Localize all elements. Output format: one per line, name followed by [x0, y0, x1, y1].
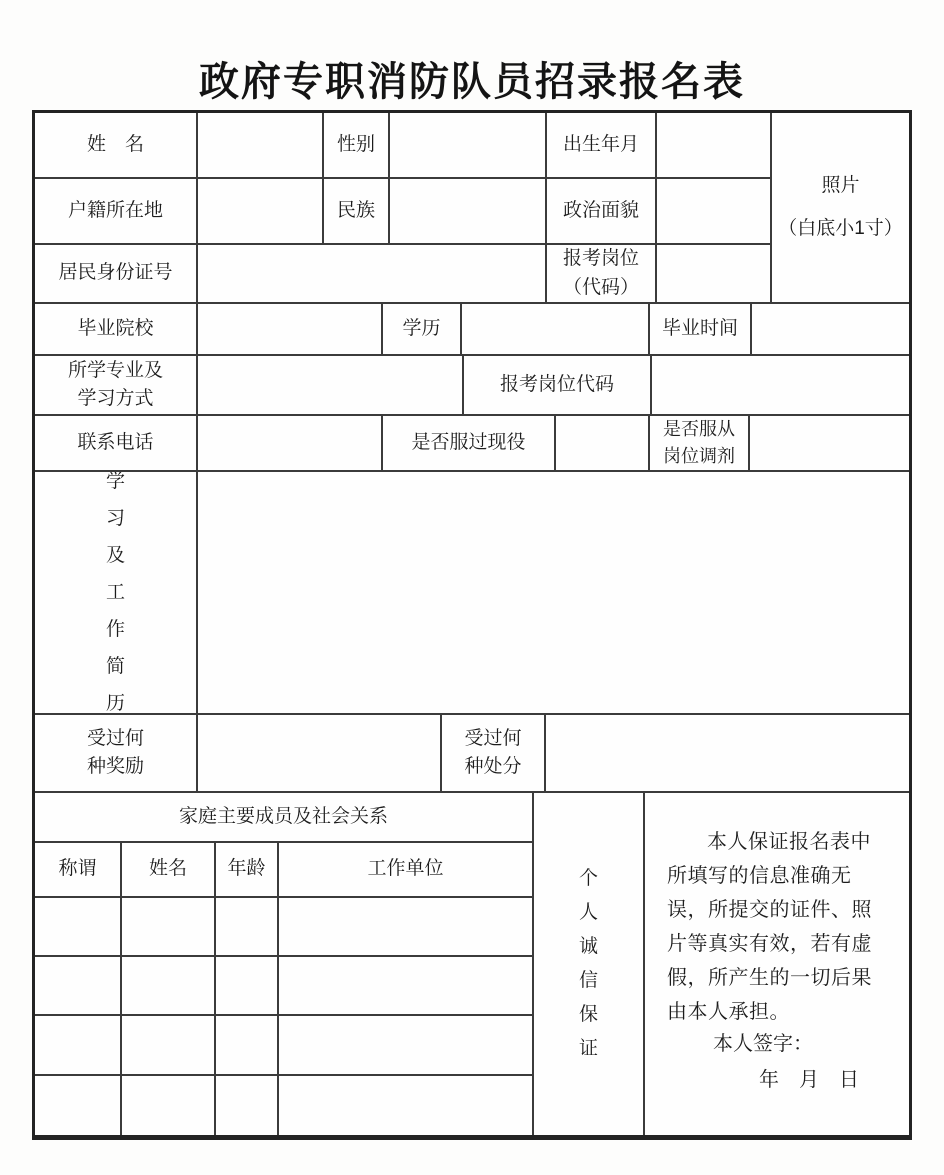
- family-cell-relation: [35, 1076, 122, 1135]
- residence-value: [198, 179, 324, 245]
- integrity-label-char: 信: [578, 970, 598, 992]
- school-label: 毕业院校: [35, 304, 198, 356]
- integrity-label-char: 人: [578, 902, 598, 924]
- family-header: 家庭主要成员及社会关系: [35, 793, 534, 843]
- application-form-table: [32, 110, 912, 1140]
- political-status-label: 政治面貌: [547, 179, 657, 245]
- family-cell-workunit: [279, 1076, 534, 1135]
- resume-label-char: 作: [105, 619, 125, 641]
- resume-section: [35, 472, 909, 715]
- family-col-age: 年龄: [216, 843, 279, 898]
- family-cell-name: [122, 957, 216, 1016]
- major-label-line1: 所学专业及: [67, 359, 163, 381]
- family-col-relation: 称谓: [35, 843, 122, 898]
- resume-label-char: 习: [105, 508, 125, 530]
- bottom-section: [35, 793, 909, 1135]
- family-cell-age: [216, 1016, 279, 1075]
- phone-value: [198, 416, 383, 472]
- photo-label-line1: 照片: [821, 175, 860, 196]
- family-col-name: 姓名: [122, 843, 216, 898]
- major-row: [35, 356, 909, 416]
- family-row: [35, 1076, 534, 1135]
- resume-label: [35, 472, 198, 715]
- signature-label: 本人签字：: [713, 1032, 813, 1055]
- family-row: [35, 957, 534, 1016]
- apply-post-value: [657, 245, 772, 304]
- residence-label: 户籍所在地: [35, 179, 198, 245]
- integrity-label-char: 个: [578, 868, 598, 890]
- family-cell-workunit: [279, 1016, 534, 1075]
- signature-block: [667, 1029, 885, 1095]
- ethnic-label: 民族: [324, 179, 390, 245]
- photo-label-line2: （白底小1寸）: [778, 217, 903, 239]
- family-cell-workunit: [279, 957, 534, 1016]
- record-row: [35, 715, 909, 793]
- name-value: [198, 113, 324, 179]
- punishment-label-line1: 受过何: [464, 727, 522, 749]
- grad-date-value: [752, 304, 909, 356]
- integrity-label: [534, 793, 645, 1135]
- ethnic-value: [390, 179, 547, 245]
- family-cell-age: [216, 898, 279, 957]
- family-cell-name: [122, 1076, 216, 1135]
- political-status-value: [657, 179, 772, 245]
- apply-post-label: [547, 245, 657, 304]
- family-section: [35, 793, 534, 1135]
- phone-label: 联系电话: [35, 416, 198, 472]
- basic-info-section: [35, 113, 909, 304]
- id-number-label: 居民身份证号: [35, 245, 198, 304]
- name-label: 姓 名: [35, 113, 198, 179]
- family-cell-relation: [35, 957, 122, 1016]
- family-cell-relation: [35, 898, 122, 957]
- punishment-label-line2: 种处分: [464, 756, 522, 778]
- award-label-line2: 种奖励: [86, 756, 144, 778]
- post-adjust-label: [650, 416, 750, 472]
- id-number-value: [198, 245, 547, 304]
- award-value: [198, 715, 442, 793]
- award-label: [35, 715, 198, 793]
- post-adjust-label-line2: 岗位调剂: [663, 446, 735, 467]
- grad-date-label: 毕业时间: [650, 304, 752, 356]
- integrity-label-char: 证: [578, 1038, 598, 1060]
- major-label: [35, 356, 198, 416]
- family-col-workunit: 工作单位: [279, 843, 534, 898]
- family-cell-workunit: [279, 898, 534, 957]
- integrity-label-char: 保: [578, 1004, 598, 1026]
- family-cell-age: [216, 957, 279, 1016]
- family-cell-relation: [35, 1016, 122, 1075]
- resume-label-char: 历: [105, 693, 125, 715]
- family-cell-age: [216, 1076, 279, 1135]
- post-code-value: [652, 356, 909, 416]
- contact-row: [35, 416, 909, 472]
- apply-post-label-line2: （代码）: [562, 276, 639, 298]
- post-adjust-label-line1: 是否服从: [663, 419, 735, 440]
- award-label-line1: 受过何: [86, 727, 144, 749]
- photo-cell: [772, 113, 909, 304]
- form-title: 政府专职消防队员招录报名表: [199, 58, 745, 105]
- family-row: [35, 898, 534, 957]
- major-value: [198, 356, 464, 416]
- degree-label: 学历: [383, 304, 462, 356]
- gender-label: 性别: [324, 113, 390, 179]
- education-row: [35, 304, 909, 356]
- degree-value: [462, 304, 650, 356]
- school-value: [198, 304, 383, 356]
- post-code-label: 报考岗位代码: [464, 356, 652, 416]
- military-service-value: [556, 416, 650, 472]
- family-cell-name: [122, 898, 216, 957]
- declaration-cell: [645, 793, 909, 1135]
- apply-post-label-line1: 报考岗位: [562, 248, 639, 269]
- resume-label-char: 及: [105, 545, 125, 567]
- integrity-label-char: 诚: [578, 936, 598, 958]
- birth-date-label: 出生年月: [547, 113, 657, 179]
- resume-label-char: 简: [105, 656, 125, 678]
- family-cell-name: [122, 1016, 216, 1075]
- resume-label-char: 工: [105, 582, 125, 604]
- birth-date-value: [657, 113, 772, 179]
- resume-value: [198, 472, 909, 715]
- gender-value: [390, 113, 547, 179]
- punishment-value: [546, 715, 909, 793]
- major-label-line2: 学习方式: [77, 388, 154, 410]
- military-service-label: 是否服过现役: [383, 416, 556, 472]
- post-adjust-value: [750, 416, 909, 472]
- punishment-label: [442, 715, 546, 793]
- resume-label-char: 学: [105, 472, 125, 493]
- declaration-text: 本人保证报名表中所填写的信息准确无误，所提交的证件、照片等真实有效，若有虚假，所产生的一切后果由本人承担。: [667, 830, 872, 1023]
- family-column-header-row: [35, 843, 534, 898]
- family-row: [35, 1016, 534, 1075]
- date-label: 年 月 日: [759, 1068, 859, 1091]
